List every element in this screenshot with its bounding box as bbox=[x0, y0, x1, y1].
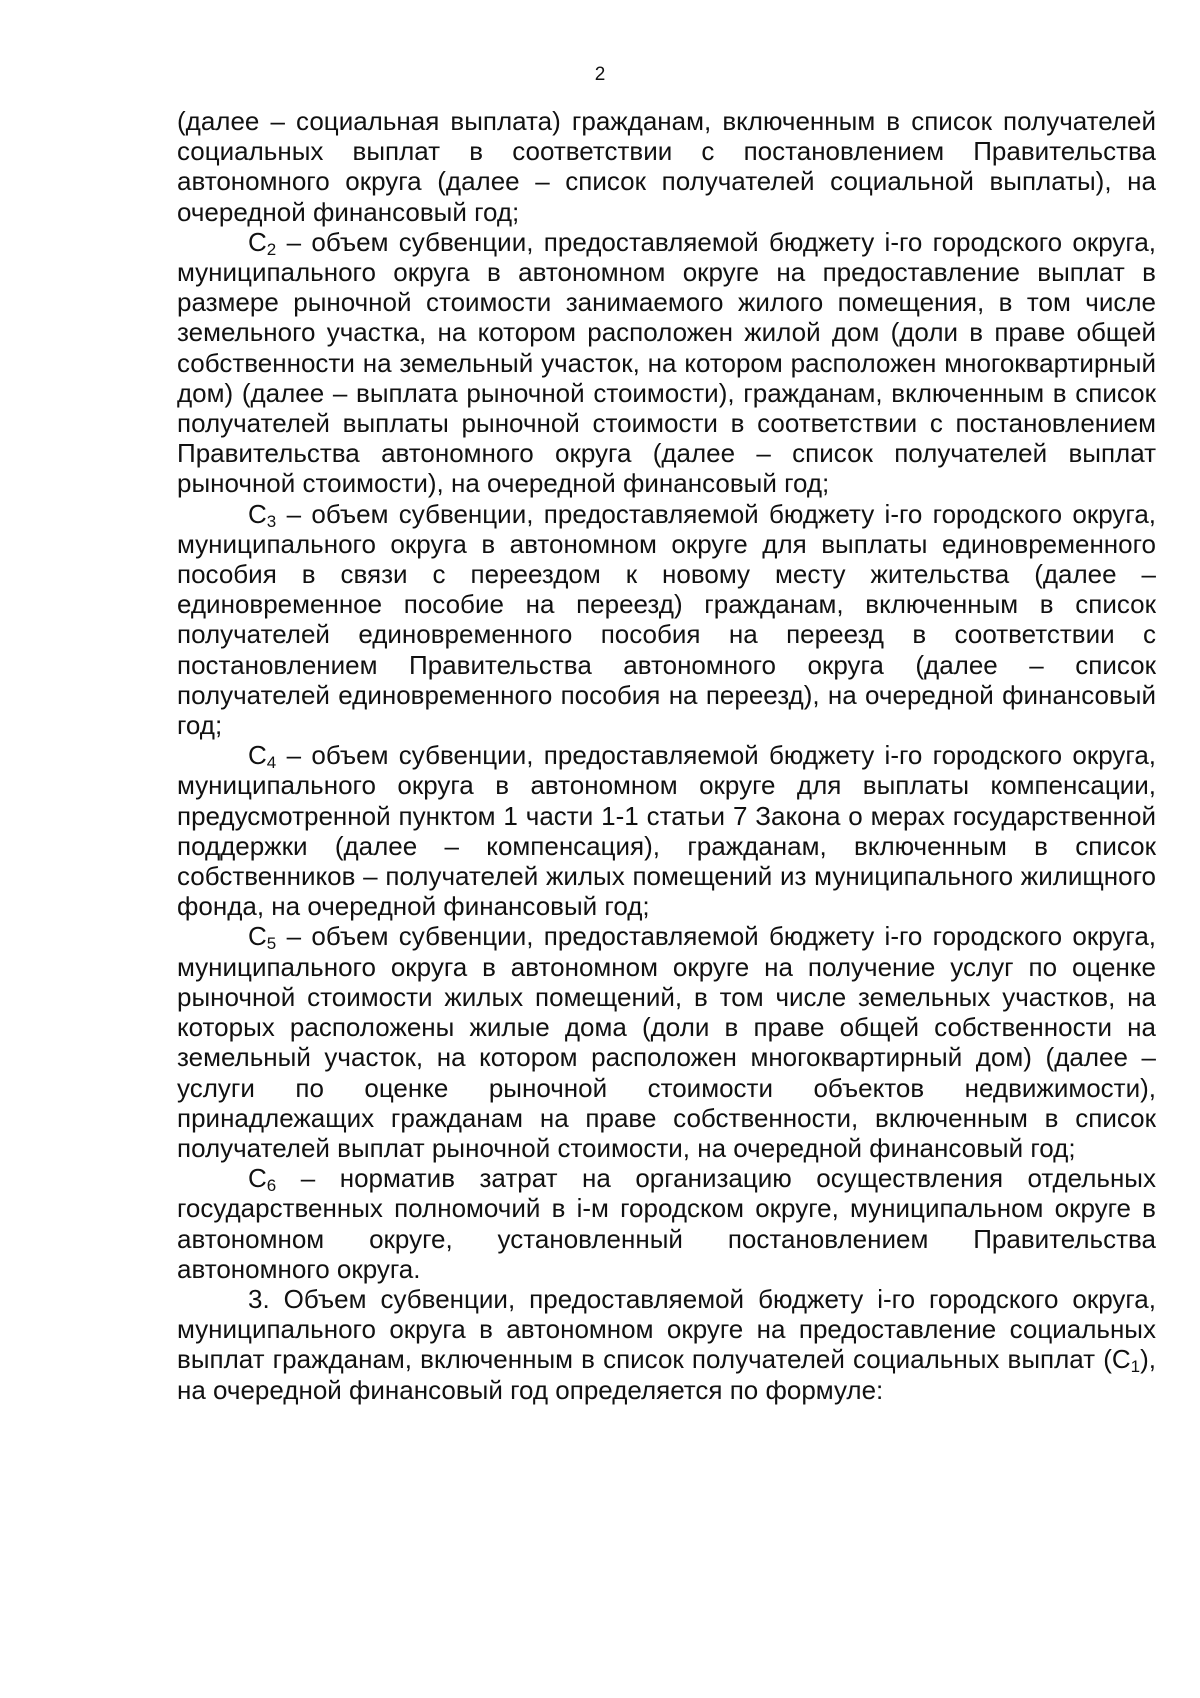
variable-subscript: 6 bbox=[266, 1176, 277, 1196]
variable-subscript: 1 bbox=[1130, 1357, 1141, 1377]
paragraph-c2-definition bbox=[177, 227, 1156, 499]
paragraph-c5-definition bbox=[177, 921, 1156, 1163]
paragraph-social-payment-continuation bbox=[177, 106, 1156, 227]
variable-subscript: 3 bbox=[266, 511, 277, 531]
paragraph-c4-definition bbox=[177, 740, 1156, 921]
paragraph-section-3 bbox=[177, 1284, 1156, 1405]
paragraph-text: – объем субвенции, предоставляемой бюджету i-го городского округа, муниципального округа в автономном округе для выплаты компенсации, предусмотренной пунктом 1 части 1-1 статьи 7 Закона о мерах государственной поддержки (далее – компенсация), гражданам, включенным в список собственников – получателей жилых помещений из муниципального жилищного фонда, на очередной финансовый год; bbox=[177, 740, 1156, 922]
paragraph-lead: 3. Объем субвенции, предоставляемой бюджету i-го городского округа, муниципального округа в автономном округе на предоставление социальных выплат гражданам, включенным в список получателей социальных выплат (С bbox=[177, 1283, 1156, 1375]
variable-symbol: С bbox=[248, 226, 267, 257]
variable-symbol: С bbox=[248, 1163, 267, 1194]
paragraph-text: – объем субвенции, предоставляемой бюджету i-го городского округа, муниципального округа в автономном округе для выплаты единовременного пособия в связи с переездом к новому месту жительства (далее – единовременное пособие на переезд) гражданам, включенным в список получателей единовременного пособия на переезд в соответствии с постановлением Правительства автономного округа (далее – список получателей единовременного пособия на переезд), на очередной финансовый год; bbox=[177, 498, 1156, 741]
variable-subscript: 5 bbox=[266, 934, 277, 954]
document-body bbox=[177, 106, 1156, 1405]
variable-symbol: С bbox=[248, 740, 267, 771]
paragraph-text: – норматив затрат на организацию осуществления отдельных государственных полномочий в i-м городском округе, муниципальном округе в автономном округе, установленный постановлением Правительства автономного округа. bbox=[177, 1163, 1156, 1284]
paragraph-c3-definition bbox=[177, 499, 1156, 741]
paragraph-text: – объем субвенции, предоставляемой бюджету i-го городского округа, муниципального округа в автономном округе на предоставление выплат в размере рыночной стоимости занимаемого жилого помещения, в том числе земельного участка, на котором расположен жилой дом (доли в праве общей собственности на земельный участок, на котором расположен многоквартирный дом) (далее – выплата рыночной стоимости), гражданам, включенным в список получателей выплаты рыночной стоимости в соответствии с постановлением Правительства автономного округа (далее – список получателей выплат рыночной стоимости), на очередной финансовый год; bbox=[177, 226, 1156, 499]
variable-subscript: 2 bbox=[266, 239, 277, 259]
paragraph-text: (далее – социальная выплата) гражданам, включенным в список получателей социальных выплат в соответствии с постановлением Правительства автономного округа (далее – список получателей социальной выплаты), на очередной финансовый год; bbox=[177, 106, 1156, 227]
page-number: 2 bbox=[594, 64, 606, 85]
paragraph-text: – объем субвенции, предоставляемой бюджету i-го городского округа, муниципального округа в автономном округе на получение услуг по оценке рыночной стоимости жилых помещений, в том числе земельных участков, на которых расположены жилые дома (доли в праве общей собственности на земельный участок, на котором расположен многоквартирный дом) (далее – услуги по оценке рыночной стоимости объектов недвижимости), принадлежащих гражданам на праве собственности, включенным в список получателей выплат рыночной стоимости, на очередной финансовый год; bbox=[177, 921, 1156, 1163]
variable-symbol: С bbox=[248, 498, 267, 529]
paragraph-c6-definition bbox=[177, 1163, 1156, 1284]
variable-subscript: 4 bbox=[266, 753, 277, 773]
paragraph-text: ), на очередной финансовый год определяется по формуле: bbox=[177, 1344, 1156, 1405]
variable-symbol: С bbox=[248, 921, 267, 952]
